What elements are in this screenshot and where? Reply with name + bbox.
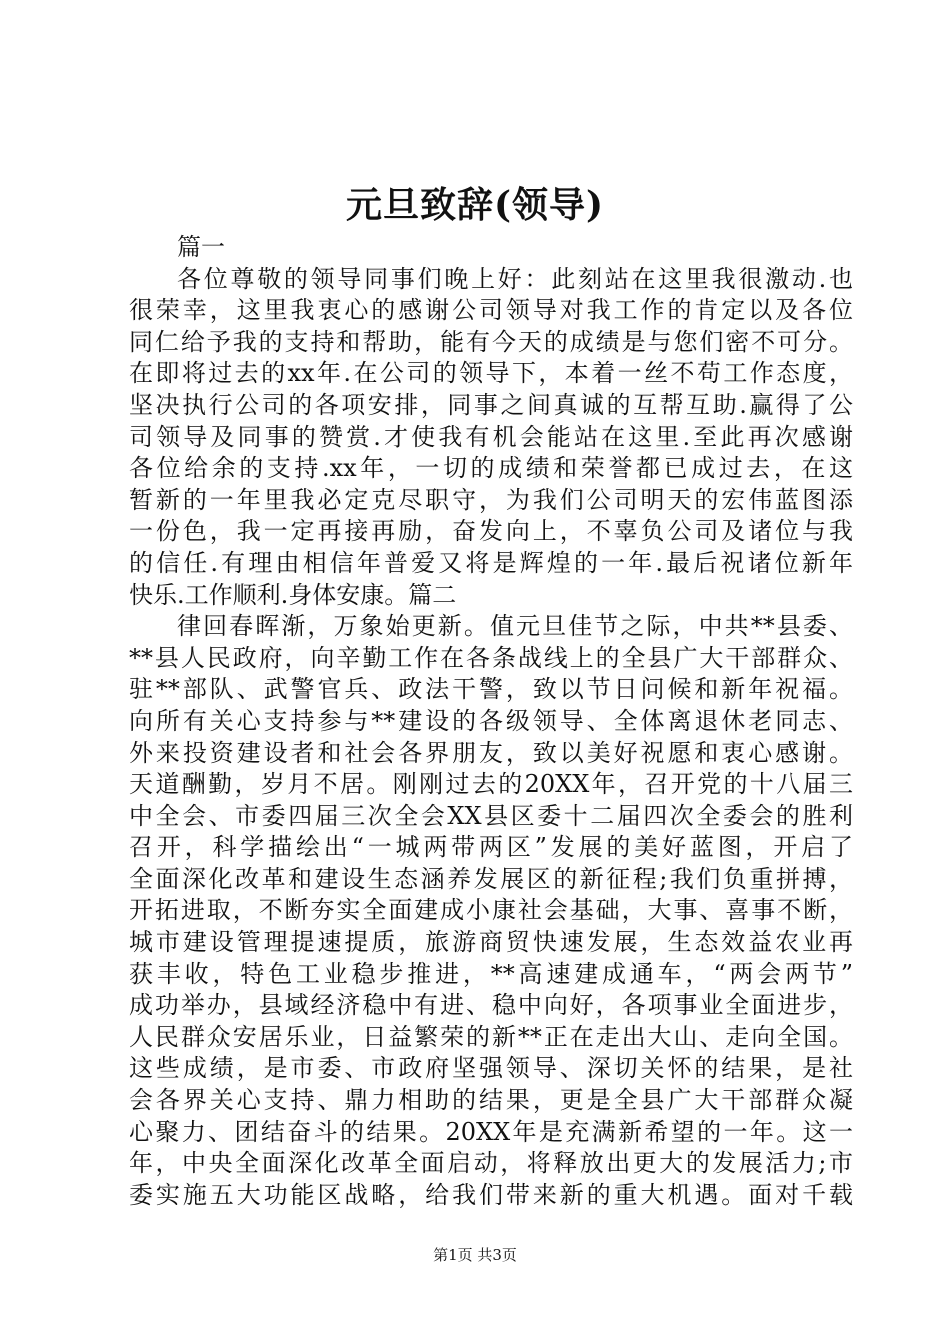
body-line: 律回春晖渐，万象始更新。值元旦佳节之际，中共**县委、 — [177, 612, 853, 641]
document-title: 元旦致辞(领导) — [345, 184, 605, 226]
body-line: 这些成绩，是市委、市政府坚强领导、深切关怀的结果，是社 — [129, 1054, 853, 1083]
body-line: 心聚力、团结奋斗的结果。20XX年是充满新希望的一年。这一 — [129, 1117, 853, 1146]
body-line: 外来投资建设者和社会各界朋友，致以美好祝愿和衷心感谢。 — [129, 738, 853, 767]
body-line: 城市建设管理提速提质，旅游商贸快速发展，生态效益农业再 — [129, 928, 853, 957]
body-line: 同仁给予我的支持和帮助，能有今天的成绩是与您们密不可分。 — [129, 327, 853, 356]
body-line: 成功举办，县域经济稳中有进、稳中向好，各项事业全面进步， — [129, 991, 853, 1020]
body-line: 委实施五大功能区战略，给我们带来新的重大机遇。面对千载 — [129, 1180, 853, 1209]
body-line: 在即将过去的xx年.在公司的领导下，本着一丝不苟工作态度， — [129, 359, 853, 388]
body-line: 开拓进取，不断夯实全面建成小康社会基础，大事、喜事不断， — [129, 896, 853, 925]
body-line: 的信任.有理由相信年普爱又将是辉煌的一年.最后祝诸位新年 — [129, 548, 853, 577]
body-line: 各位给余的支持.xx年，一切的成绩和荣誉都已成过去，在这 — [129, 454, 853, 483]
body-line: 驻**部队、武警官兵、政法干警，致以节日问候和新年祝福。 — [129, 675, 853, 704]
body-line: 年，中央全面深化改革全面启动，将释放出更大的发展活力;市 — [129, 1149, 853, 1178]
section-heading: 篇一 — [177, 233, 225, 261]
body-line: 司领导及同事的赞赏.才使我有机会能站在这里.至此再次感谢 — [129, 422, 853, 451]
body-line: 坚决执行公司的各项安排，同事之间真诚的互帮互助.赢得了公 — [129, 390, 853, 419]
body-line: 召开，科学描绘出“一城两带两区”发展的美好蓝图，开启了 — [129, 833, 853, 862]
body-line: 向所有关心支持参与**建设的各级领导、全体离退休老同志、 — [129, 706, 853, 735]
body-line: 中全会、市委四届三次全会XX县区委十二届四次全委会的胜利 — [129, 801, 853, 830]
body-line: 一份色，我一定再接再励，奋发向上，不辜负公司及诸位与我 — [129, 517, 853, 546]
body-line: 暂新的一年里我必定克尽职守，为我们公司明天的宏伟蓝图添 — [129, 485, 853, 514]
body-line: 人民群众安居乐业，日益繁荣的新**正在走出大山、走向全国。 — [129, 1022, 853, 1051]
body-line: 各位尊敬的领导同事们晚上好：此刻站在这里我很激动.也 — [177, 264, 853, 293]
document-body — [129, 232, 853, 1211]
body-line: 全面深化改革和建设生态涵养发展区的新征程;我们负重拼搏， — [129, 864, 853, 893]
body-line: 很荣幸，这里我衷心的感谢公司领导对我工作的肯定以及各位 — [129, 296, 853, 325]
page-number-footer: 第1页 共3页 — [433, 1246, 517, 1264]
body-line: 快乐.工作顺利.身体安康。篇二 — [129, 580, 457, 609]
body-line: 获丰收，特色工业稳步推进，**高速建成通车，“两会两节” — [129, 959, 853, 988]
body-line: **县人民政府，向辛勤工作在各条战线上的全县广大干部群众、 — [129, 643, 853, 672]
body-line: 会各界关心支持、鼎力相助的结果，更是全县广大干部群众凝 — [129, 1086, 853, 1115]
body-line: 天道酬勤，岁月不居。刚刚过去的20XX年，召开党的十八届三 — [129, 770, 853, 799]
